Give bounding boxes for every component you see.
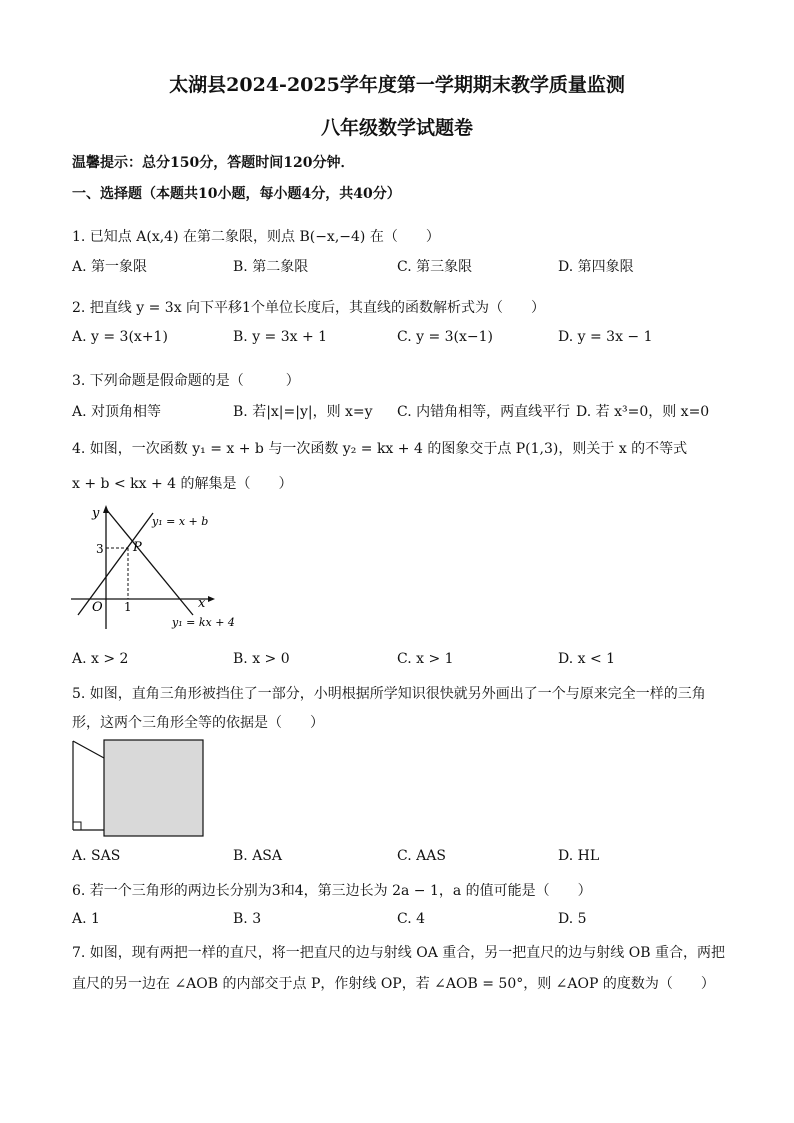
q4-option-c: C. x > 1 (397, 651, 454, 667)
y-axis-label: y (92, 506, 100, 521)
q1-option-a: A. 第一象限 (72, 259, 148, 275)
q2-option-b: B. y = 3x + 1 (233, 329, 328, 345)
x-axis-arrow (208, 596, 215, 602)
function-graph (68, 503, 235, 633)
q5-option-d: D. HL (558, 848, 600, 864)
right-angle-mark (73, 822, 81, 830)
tip-text: 温馨提示：总分150分，答题时间120分钟． (72, 155, 355, 171)
question-4-line-2: x + b < kx + 4 的解集是（ ） (72, 476, 293, 492)
line-y1-label: y₁ = x + b (152, 515, 209, 528)
line-y1 (78, 513, 153, 615)
q2-option-d: D. y = 3x − 1 (558, 329, 653, 345)
q2-option-c: C. y = 3(x−1) (397, 329, 494, 345)
cover-rectangle (104, 740, 203, 836)
q6-option-a: A. 1 (72, 911, 100, 927)
q5-option-a: A. SAS (72, 848, 121, 864)
question-1: 1. 已知点 A(x,4) 在第二象限，则点 B(−x,−4) 在（ ） (72, 229, 440, 245)
section-heading: 一、选择题（本题共10小题，每小题4分，共40分） (72, 186, 401, 202)
question-5-line-1: 5. 如图，直角三角形被挡住了一部分，小明根据所学知识很快就另外画出了一个与原来完全一样的三角 (72, 686, 706, 702)
hidden-triangle-figure (70, 738, 210, 838)
question-2: 2. 把直线 y = 3x 向下平移1个单位长度后，其直线的函数解析式为（ ） (72, 300, 545, 316)
q1-option-c: C. 第三象限 (397, 259, 473, 275)
tick-y-label: 3 (96, 542, 104, 556)
q6-option-d: D. 5 (558, 911, 587, 927)
question-4-line-1: 4. 如图，一次函数 y₁ = x + b 与一次函数 y₂ = kx + 4 的图象交于点 P(1,3)，则关于 x 的不等式 (72, 441, 688, 457)
q3-option-b: B. 若|x|=|y|，则 x=y (233, 404, 373, 420)
q6-option-b: B. 3 (233, 911, 262, 927)
question-7-line-1: 7. 如图，现有两把一样的直尺，将一把直尺的边与射线 OA 重合，另一把直尺的边与射线 OB 重合，两把 (72, 945, 725, 961)
tick-x-label: 1 (124, 600, 132, 614)
exam-subtitle: 八年级数学试题卷 (320, 117, 473, 139)
q3-option-c: C. 内错角相等，两直线平行 (397, 404, 571, 420)
q2-option-a: A. y = 3(x+1) (72, 329, 168, 345)
question-5-line-2: 形，这两个三角形全等的依据是（ ） (72, 715, 324, 731)
q5-option-b: B. ASA (233, 848, 282, 864)
q3-option-d: D. 若 x³=0，则 x=0 (576, 404, 710, 420)
question-7-line-2: 直尺的另一边在 ∠AOB 的内部交于点 P，作射线 OP，若 ∠AOB = 50°，则 ∠AOP 的度数为（ ） (72, 976, 715, 992)
q1-option-b: B. 第二象限 (233, 259, 309, 275)
point-p-label: P (133, 540, 142, 555)
q4-option-b: B. x > 0 (233, 651, 290, 667)
q6-option-c: C. 4 (397, 911, 426, 927)
origin-label: O (92, 600, 103, 615)
x-axis-label: x (198, 596, 206, 611)
q1-option-d: D. 第四象限 (558, 259, 634, 275)
question-3: 3. 下列命题是假命题的是（ ） (72, 373, 300, 389)
q4-option-a: A. x > 2 (72, 651, 129, 667)
q3-option-a: A. 对顶角相等 (72, 404, 162, 420)
line-y2-label: y₁ = kx + 4 (172, 616, 235, 629)
exam-title: 太湖县2024-2025学年度第一学期期末教学质量监测 (169, 74, 625, 96)
q5-option-c: C. AAS (397, 848, 446, 864)
triangle-hypotenuse (73, 741, 104, 758)
q4-option-d: D. x < 1 (558, 651, 616, 667)
question-6: 6. 若一个三角形的两边长分别为3和4，第三边长为 2a − 1，a 的值可能是（ ） (72, 883, 592, 899)
